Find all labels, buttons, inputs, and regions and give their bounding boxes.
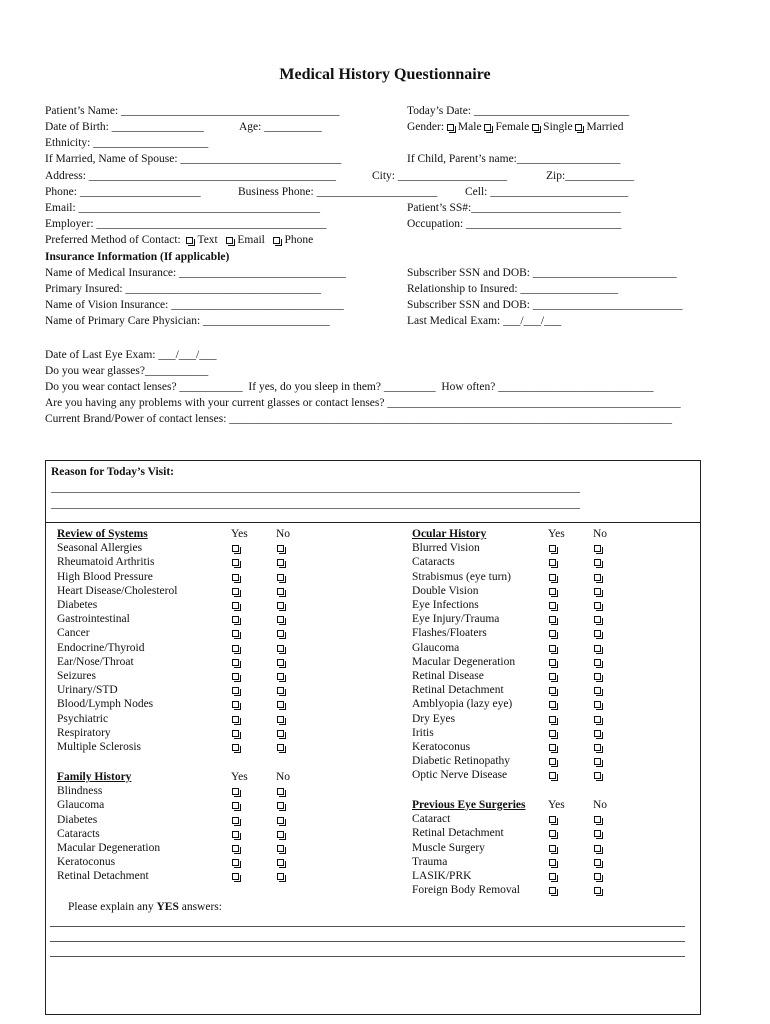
review-yes-checkbox[interactable] (232, 673, 239, 680)
family-no-checkbox[interactable] (277, 788, 284, 795)
review-no-checkbox[interactable] (277, 701, 284, 708)
ssn-field[interactable]: Patient’s SS#:__________________________ (407, 202, 621, 214)
ocular-item: Eye Injury/Trauma (412, 613, 500, 626)
ocular-yes-checkbox[interactable] (549, 744, 556, 751)
surgery-item: Foreign Body Removal (412, 884, 520, 897)
medical-insurance-field[interactable]: Name of Medical Insurance: _____________________________ (45, 267, 346, 279)
review-item: Diabetes (57, 599, 98, 611)
ocular-item: Blurred Vision (412, 542, 480, 555)
phone-field[interactable]: Phone: _____________________ (45, 186, 201, 198)
patient-name-field[interactable]: Patient’s Name: ______________________________________ (45, 105, 340, 117)
contact-phone-label: Phone (284, 234, 314, 246)
surgery-item: Retinal Detachment (412, 827, 504, 840)
ocular-no-checkbox[interactable] (594, 588, 601, 595)
review-no-checkbox[interactable] (277, 559, 284, 566)
subscriber-ssn-dob-field-1[interactable]: Subscriber SSN and DOB: _________________________ (407, 267, 677, 279)
review-yes-checkbox[interactable] (232, 588, 239, 595)
review-no-header: No (276, 528, 291, 540)
gender-female-label: Female (495, 121, 530, 133)
review-yes-checkbox[interactable] (232, 602, 239, 609)
ocular-no-checkbox[interactable] (594, 758, 601, 765)
cell-field[interactable]: Cell: ________________________ (465, 186, 629, 198)
ocular-no-checkbox[interactable] (594, 630, 601, 637)
review-yes-header: Yes (231, 528, 248, 540)
vision-insurance-field[interactable]: Name of Vision Insurance: ______________________________ (45, 299, 344, 311)
family-no-checkbox[interactable] (277, 859, 284, 866)
review-no-checkbox[interactable] (277, 588, 284, 595)
ocular-item: Amblyopia (lazy eye) (412, 698, 513, 711)
gender-group (407, 120, 623, 134)
contact-email-checkbox[interactable] (226, 237, 233, 244)
ocular-yes-checkbox[interactable] (549, 772, 556, 779)
ocular-yes-checkbox[interactable] (549, 602, 556, 609)
ocular-item: Macular Degeneration (412, 655, 516, 668)
ocular-no-checkbox[interactable] (594, 730, 601, 737)
surgery-yes-header: Yes (548, 799, 565, 811)
contact-phone-checkbox[interactable] (273, 237, 280, 244)
ocular-yes-checkbox[interactable] (549, 758, 556, 765)
review-no-checkbox[interactable] (277, 687, 284, 694)
review-yes-checkbox[interactable] (232, 559, 239, 566)
ocular-item: Cataracts (412, 556, 455, 569)
ocular-item: Iritis (412, 726, 434, 739)
surgery-no-checkbox[interactable] (594, 816, 601, 823)
primary-insured-field[interactable]: Primary Insured: __________________________________ (45, 283, 321, 295)
contact-lens-brand-field[interactable]: Current Brand/Power of contact lenses: _____________________________________________________________________________ (45, 413, 673, 425)
review-yes-checkbox[interactable] (232, 744, 239, 751)
review-no-checkbox[interactable] (277, 659, 284, 666)
business-phone-field[interactable]: Business Phone: _____________________ (238, 186, 438, 198)
dob-field[interactable]: Date of Birth: ________________ (45, 121, 204, 133)
family-yes-checkbox[interactable] (232, 859, 239, 866)
surgery-no-checkbox[interactable] (594, 873, 601, 880)
surgery-no-header: No (593, 799, 608, 811)
occupation-field[interactable]: Occupation: ___________________________ (407, 218, 622, 230)
review-no-checkbox[interactable] (277, 730, 284, 737)
box-divider (46, 522, 700, 523)
review-yes-checkbox[interactable] (232, 687, 239, 694)
family-item: Blindness (57, 785, 103, 798)
review-no-checkbox[interactable] (277, 545, 284, 552)
gender-female-checkbox[interactable] (484, 124, 491, 131)
review-item: Ear/Nose/Throat (57, 655, 134, 668)
explain-line-1[interactable] (50, 926, 685, 927)
family-item: Glaucoma (57, 799, 105, 812)
surgery-item: Muscle Surgery (412, 841, 485, 854)
family-item: Macular Degeneration (57, 842, 161, 854)
review-no-checkbox[interactable] (277, 744, 284, 751)
ocular-item: Double Vision (412, 584, 479, 597)
city-field[interactable]: City: ___________________ (372, 170, 508, 182)
review-item: Multiple Sclerosis (57, 741, 142, 753)
family-no-checkbox[interactable] (277, 845, 284, 852)
email-field[interactable]: Email: __________________________________________ (45, 202, 321, 214)
surgery-no-checkbox[interactable] (594, 887, 601, 894)
ocular-item: Optic Nerve Disease (412, 769, 508, 782)
explain-suffix: answers: (178, 901, 222, 913)
ocular-no-checkbox[interactable] (594, 616, 601, 623)
contact-email-label: Email (237, 234, 265, 246)
review-yes-checkbox[interactable] (232, 616, 239, 623)
explain-yes-label (68, 900, 222, 914)
review-item: High Blood Pressure (57, 570, 153, 583)
review-yes-checkbox[interactable] (232, 545, 239, 552)
employer-field[interactable]: Employer: ________________________________________ (45, 218, 327, 230)
ocular-yes-checkbox[interactable] (549, 659, 556, 666)
review-yes-checkbox[interactable] (232, 574, 239, 581)
insurance-heading: Insurance Information (If applicable) (45, 251, 230, 263)
ocular-item: Retinal Detachment (412, 684, 504, 697)
ocular-yes-checkbox[interactable] (549, 730, 556, 737)
review-no-checkbox[interactable] (277, 602, 284, 609)
family-item: Retinal Detachment (57, 870, 149, 883)
review-no-checkbox[interactable] (277, 645, 284, 652)
review-yes-checkbox[interactable] (232, 701, 239, 708)
ethnicity-field[interactable]: Ethnicity: ____________________ (45, 137, 209, 149)
primary-care-physician-field[interactable]: Name of Primary Care Physician: ______________________ (45, 315, 330, 327)
review-item: Cancer (57, 627, 90, 640)
address-field[interactable]: Address: ___________________________________________ (45, 170, 337, 182)
contact-text-label: Text (197, 234, 218, 246)
form-title: Medical History Questionnaire (279, 66, 491, 83)
review-yes-checkbox[interactable] (232, 730, 239, 737)
last-medical-exam-field[interactable]: Last Medical Exam: ___/___/___ (407, 315, 562, 327)
ocular-no-checkbox[interactable] (594, 645, 601, 652)
ocular-item: Glaucoma (412, 641, 460, 654)
surgery-yes-checkbox[interactable] (549, 830, 556, 837)
family-no-checkbox[interactable] (277, 817, 284, 824)
contact-method-group (45, 233, 313, 247)
ocular-no-checkbox[interactable] (594, 673, 601, 680)
review-no-checkbox[interactable] (277, 574, 284, 581)
family-item: Diabetes (57, 813, 98, 826)
family-yes-checkbox[interactable] (232, 802, 239, 809)
ocular-no-checkbox[interactable] (594, 545, 601, 552)
ocular-item: Eye Infections (412, 599, 479, 611)
family-yes-checkbox[interactable] (232, 845, 239, 852)
family-no-checkbox[interactable] (277, 873, 284, 880)
review-item: Respiratory (57, 726, 111, 739)
reason-for-visit-label: Reason for Today’s Visit: (51, 466, 175, 478)
review-yes-checkbox[interactable] (232, 659, 239, 666)
surgery-yes-checkbox[interactable] (549, 845, 556, 852)
subscriber-ssn-dob-field-2[interactable]: Subscriber SSN and DOB: __________________________ (407, 299, 683, 311)
contact-lenses-field[interactable]: Do you wear contact lenses? ___________ If yes, do you sleep in them? _________ How often? ___________________________ (45, 381, 654, 393)
contact-text-checkbox[interactable] (186, 237, 193, 244)
explain-line-2[interactable] (50, 941, 685, 942)
surgery-no-checkbox[interactable] (594, 830, 601, 837)
ocular-no-checkbox[interactable] (594, 602, 601, 609)
family-yes-checkbox[interactable] (232, 831, 239, 838)
ocular-item: Flashes/Floaters (412, 627, 487, 640)
surgery-yes-checkbox[interactable] (549, 859, 556, 866)
ocular-heading: Ocular History (412, 528, 487, 540)
family-yes-header: Yes (231, 771, 248, 783)
family-item: Cataracts (57, 827, 100, 840)
ocular-yes-checkbox[interactable] (549, 673, 556, 680)
review-no-checkbox[interactable] (277, 630, 284, 637)
review-no-checkbox[interactable] (277, 673, 284, 680)
status-single-label: Single (543, 121, 573, 133)
last-eye-exam-field[interactable]: Date of Last Eye Exam: ___/___/___ (45, 349, 217, 361)
ocular-yes-checkbox[interactable] (549, 588, 556, 595)
ocular-no-checkbox[interactable] (594, 744, 601, 751)
ocular-yes-header: Yes (548, 528, 565, 540)
review-no-checkbox[interactable] (277, 616, 284, 623)
surgery-no-checkbox[interactable] (594, 845, 601, 852)
review-item: Rheumatoid Arthritis (57, 556, 155, 569)
ocular-no-checkbox[interactable] (594, 716, 601, 723)
ocular-yes-checkbox[interactable] (549, 645, 556, 652)
surgery-yes-checkbox[interactable] (549, 873, 556, 880)
ocular-yes-checkbox[interactable] (549, 574, 556, 581)
explain-yes-bold: YES (156, 901, 179, 913)
ocular-yes-checkbox[interactable] (549, 687, 556, 694)
ocular-yes-checkbox[interactable] (549, 545, 556, 552)
age-field[interactable]: Age: __________ (239, 121, 322, 133)
glasses-problems-field[interactable]: Are you having any problems with your current glasses or contact lenses? ___________________________________________________ (45, 397, 681, 409)
relationship-field[interactable]: Relationship to Insured: _________________ (407, 283, 619, 295)
gender-label: Gender: (407, 121, 445, 133)
family-no-checkbox[interactable] (277, 802, 284, 809)
review-item: Seizures (57, 670, 96, 682)
ocular-no-header: No (593, 528, 608, 540)
surgery-item: Cataract (412, 813, 451, 826)
ocular-yes-checkbox[interactable] (549, 559, 556, 566)
ocular-item: Diabetic Retinopathy (412, 755, 511, 768)
todays-date-field[interactable]: Today’s Date: ___________________________ (407, 105, 630, 117)
spouse-field[interactable]: If Married, Name of Spouse: ____________________________ (45, 153, 342, 165)
surgery-item: Trauma (412, 855, 448, 868)
ocular-item: Retinal Disease (412, 670, 484, 682)
explain-line-3[interactable] (50, 956, 685, 957)
review-yes-checkbox[interactable] (232, 716, 239, 723)
review-item: Blood/Lymph Nodes (57, 698, 154, 711)
contact-method-label: Preferred Method of Contact: (45, 234, 181, 246)
explain-prefix: Please explain any (68, 901, 157, 913)
surgery-yes-checkbox[interactable] (549, 816, 556, 823)
review-item: Psychiatric (57, 712, 109, 725)
family-item: Keratoconus (57, 856, 116, 869)
review-yes-checkbox[interactable] (232, 645, 239, 652)
status-married-label: Married (586, 121, 624, 133)
review-item: Endocrine/Thyroid (57, 641, 145, 654)
family-yes-checkbox[interactable] (232, 788, 239, 795)
review-item: Urinary/STD (57, 684, 118, 697)
family-no-checkbox[interactable] (277, 831, 284, 838)
family-no-header: No (276, 771, 291, 783)
reason-line-1[interactable]: ____________________________________________________________________________________________ (51, 482, 580, 494)
wear-glasses-field[interactable]: Do you wear glasses?___________ (45, 365, 209, 377)
review-item: Heart Disease/Cholesterol (57, 584, 178, 597)
review-item: Gastrointestinal (57, 613, 130, 626)
ocular-no-checkbox[interactable] (594, 574, 601, 581)
ocular-yes-checkbox[interactable] (549, 716, 556, 723)
family-heading: Family History (57, 771, 132, 783)
review-no-checkbox[interactable] (277, 716, 284, 723)
reason-line-2[interactable]: ____________________________________________________________________________________________ (51, 498, 580, 510)
review-item: Seasonal Allergies (57, 542, 143, 555)
surgery-heading: Previous Eye Surgeries (412, 799, 526, 811)
status-married-checkbox[interactable] (575, 124, 582, 131)
family-yes-checkbox[interactable] (232, 873, 239, 880)
ocular-yes-checkbox[interactable] (549, 630, 556, 637)
status-single-checkbox[interactable] (532, 124, 539, 131)
surgery-yes-checkbox[interactable] (549, 887, 556, 894)
ocular-item: Dry Eyes (412, 712, 456, 725)
ocular-no-checkbox[interactable] (594, 659, 601, 666)
gender-male-label: Male (457, 121, 482, 133)
ocular-item: Keratoconus (412, 741, 471, 753)
ocular-no-checkbox[interactable] (594, 772, 601, 779)
family-yes-checkbox[interactable] (232, 817, 239, 824)
surgery-no-checkbox[interactable] (594, 859, 601, 866)
zip-field[interactable]: Zip:____________ (546, 170, 635, 182)
ocular-item: Strabismus (eye turn) (412, 570, 512, 583)
review-heading: Review of Systems (57, 528, 148, 540)
parent-field[interactable]: If Child, Parent’s name:__________________ (407, 153, 621, 165)
ocular-yes-checkbox[interactable] (549, 616, 556, 623)
surgery-item: LASIK/PRK (412, 870, 472, 882)
ocular-no-checkbox[interactable] (594, 559, 601, 566)
ocular-yes-checkbox[interactable] (549, 701, 556, 708)
review-yes-checkbox[interactable] (232, 630, 239, 637)
ocular-no-checkbox[interactable] (594, 701, 601, 708)
ocular-no-checkbox[interactable] (594, 687, 601, 694)
gender-male-checkbox[interactable] (447, 124, 454, 131)
